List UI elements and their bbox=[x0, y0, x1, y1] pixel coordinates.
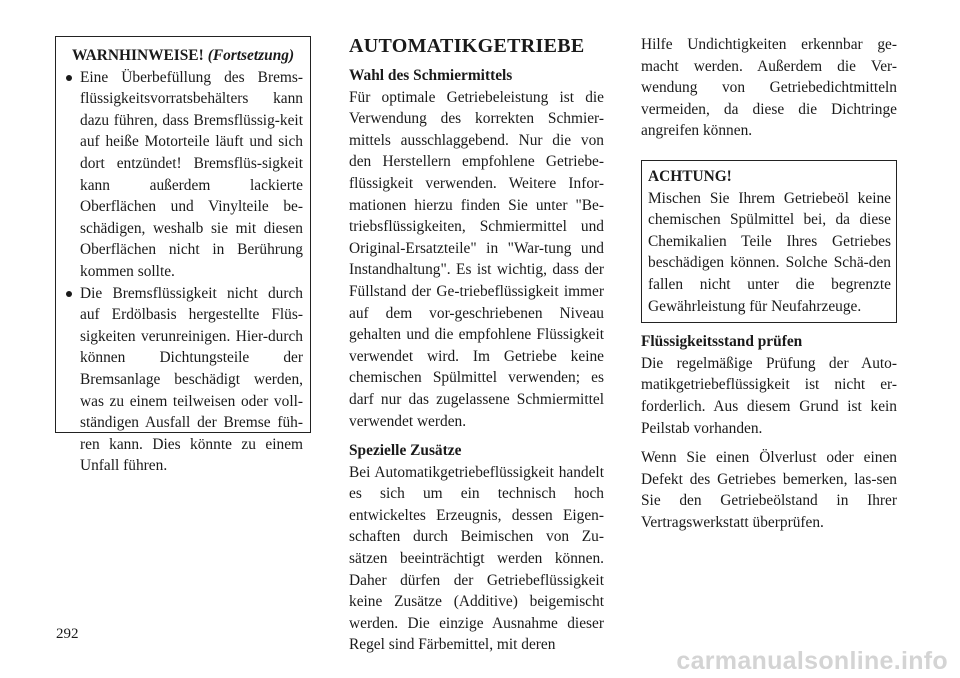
lubricant-heading: Wahl des Schmiermittels bbox=[349, 67, 513, 84]
warning-bullet: Die Bremsflüssigkeit nicht durch auf Erdölbasis hergestellte Flüs-sigkeiten verunreinigen. Hier-durch können Dichtungsteile der Bremsanlage beschädigt werden, was zu einem teilweisen oder voll-ständigen Ausfall der Bremse füh-ren kann. Dies könnte zu einem Unfall führen. bbox=[65, 283, 303, 477]
notice-title: ACHTUNG! bbox=[648, 167, 732, 185]
lubricant-paragraph: Für optimale Getriebeleistung ist die Verwendung des korrekten Schmier-mittels ausschlaggebend. Nur die von den Herstellern empfohlene Getriebe-flüssigkeit verwenden. Weitere Infor-mationen hierzu finden Sie unter "Be-triebsflüssigkeiten, Schmiermittel und Original-Ersatzteile" in "War-tung und Instandhaltung". Es ist wichtig, dass der Füllstand der Ge-triebeflüssigkeit immer auf dem vor-geschriebenen Niveau gehalten und die empfohlene Flüssigkeit verwendet wird. Im Getriebe keine chemischen Spülmittel verwenden; es darf nur das zugelassene Schmiermittel verwendet werden. bbox=[349, 88, 604, 430]
watermark: carmanualsonline.info bbox=[676, 647, 948, 675]
section-title: AUTOMATIKGETRIEBE bbox=[349, 35, 585, 57]
additives-heading: Spezielle Zusätze bbox=[349, 442, 462, 460]
warning-list bbox=[65, 67, 303, 477]
warning-title: WARNHINWEISE! (Fortsetzung) bbox=[72, 47, 295, 64]
warning-bullet: Eine Überbefüllung des Brems-flüssigkeitsvorratsbehälters kann dazu führen, dass Bremsflüssig-keit auf heiße Motorteile läuft und sich dort entzündet! Bremsflüs-sigkeit kann außerdem lackierte Oberflächen und Vinylteile be-schädigen, weshalb sie mit diesen Oberflächen nicht in Berührung kommen sollte. bbox=[65, 67, 303, 283]
level-paragraph-1: Die regelmäßige Prüfung der Auto-matikgetriebeflüssigkeit ist nicht er-forderlich. Aus diesem Grund ist kein Peilstab vorhanden. bbox=[641, 354, 897, 437]
additives-paragraph: Bei Automatikgetriebeflüssigkeit handelt es sich um ein technisch hoch entwickeltes Erzeugnis, dessen Eigen-schaften durch Beimischen von Zu-sätzen beeinträchtigt werden können. Daher dürfen der Getriebeflüssigkeit keine Zusätze (Additive) beigemischt werden. Die einzige Ausnahme dieser Regel sind Färbemittel, mit deren bbox=[349, 463, 604, 654]
page-number: 292 bbox=[56, 626, 79, 642]
column-middle bbox=[349, 34, 604, 656]
notice-text: Mischen Sie Ihrem Getriebeöl keine chemischen Spülmittel bei, da diese Chemikalien Teile Ihres Getriebes beschädigen können. Solche Schä-den fallen nicht unter die begrenzte Gewährleistung für Neufahrzeuge. bbox=[648, 189, 891, 315]
warning-continued: (Fortsetzung) bbox=[207, 47, 295, 64]
warning-box bbox=[55, 36, 311, 475]
notice-box bbox=[641, 160, 897, 323]
column-right bbox=[641, 34, 897, 533]
additives-paragraph-continued: Hilfe Undichtigkeiten erkennbar ge-macht werden. Außerdem die Ver-wendung von Getriebedichtmitteln vermeiden, da diese die Dichtringe angreifen können. bbox=[641, 36, 897, 140]
level-paragraph-2: Wenn Sie einen Ölverlust oder einen Defekt des Getriebes bemerken, las-sen Sie den Getriebeölstand in Ihrer Vertragswerkstatt überprüfen. bbox=[641, 449, 897, 531]
level-heading: Flüssigkeitsstand prüfen bbox=[641, 333, 803, 351]
